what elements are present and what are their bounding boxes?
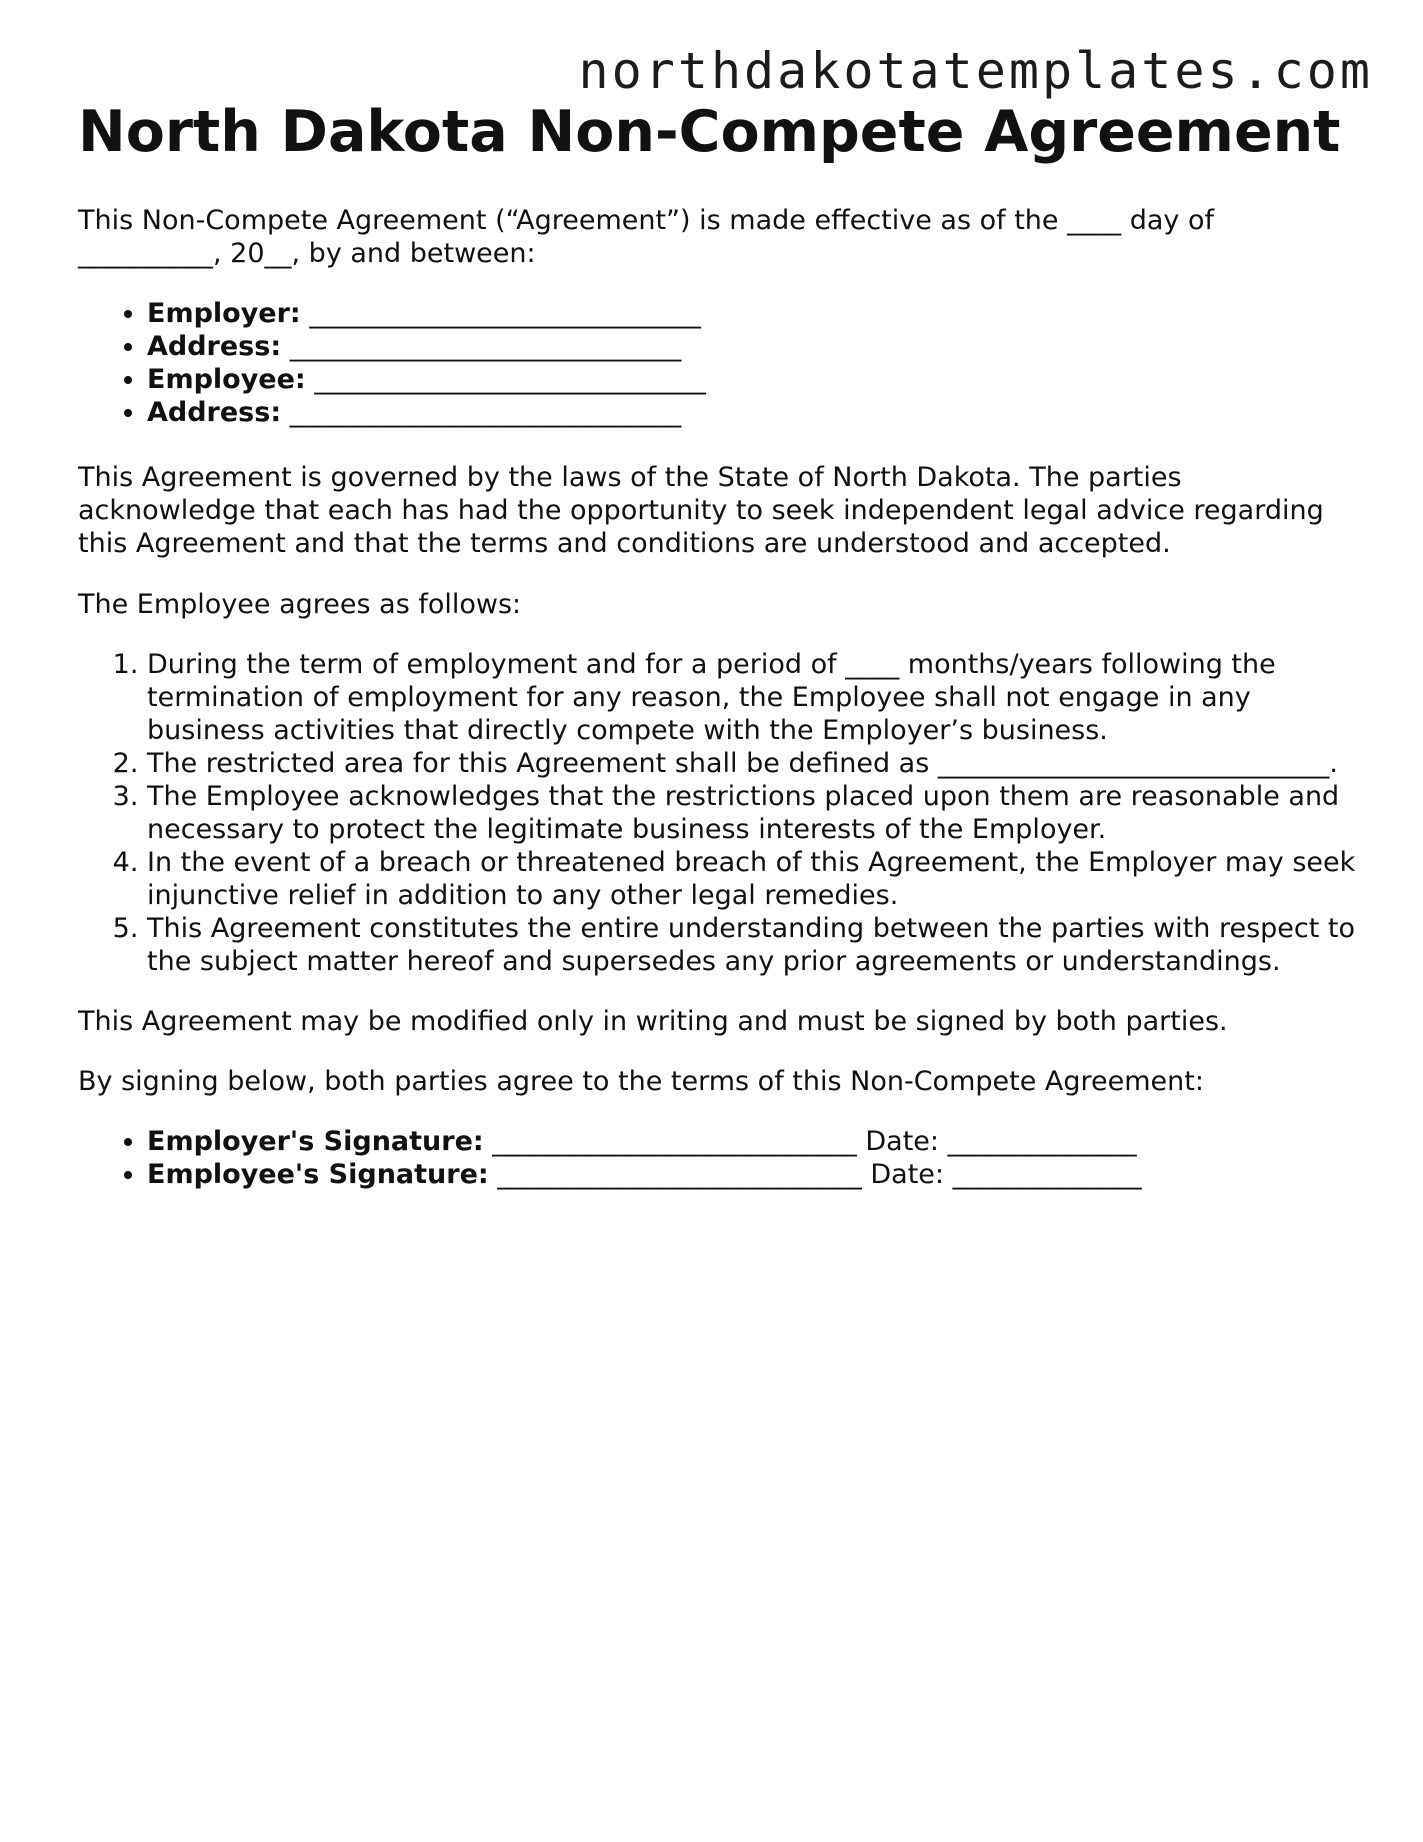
agreement-terms-intro: The Employee agrees as follows: (78, 588, 522, 620)
signature-label: Employee's Signature: (147, 1158, 489, 1190)
document-page (78, 100, 1358, 1191)
term-item: 2. The restricted area for this Agreement shall be defined as _____________________________. (147, 747, 1358, 780)
signatures-list (78, 1125, 1358, 1191)
signature-date-blanks: ___________________________ Date: ______________ (497, 1158, 1142, 1190)
party-label: Employer: (147, 297, 301, 329)
document-title: North Dakota Non-Compete Agreement (78, 99, 1341, 165)
party-employer-item (147, 297, 1358, 330)
term-item: 5. This Agreement constitutes the entire understanding between the parties with respect to the subject matter hereof and supersedes any prior agreements or understandings. (147, 912, 1358, 978)
party-blank: _____________________________ (314, 363, 706, 395)
term-item: 1. During the term of employment and for a period of ____ months/years following the termination of employment for any reason, the Employee shall not engage in any business activities that directly compete with the Employer’s business. (147, 648, 1358, 747)
term-item: 4. In the event of a breach or threatened breach of this Agreement, the Employer may seek injunctive relief in addition to any other legal remedies. (147, 846, 1358, 912)
party-address-item (147, 330, 1358, 363)
intro-paragraph: This Non-Compete Agreement (“Agreement”) is made effective as of the ____ day of __________, 20__, by and between: (78, 204, 1214, 269)
party-employee-item (147, 363, 1358, 396)
party-label: Address: (147, 396, 282, 428)
signature-label: Employer's Signature: (147, 1125, 484, 1157)
signing-intro: By signing below, both parties agree to the terms of this Non-Compete Agreement: (78, 1065, 1204, 1097)
employee-signature-line (147, 1158, 1358, 1191)
party-blank: _____________________________ (289, 330, 682, 362)
party-label: Address: (147, 330, 282, 362)
site-watermark: northdakotatemplates.com (578, 42, 1373, 100)
governing-law-paragraph: This Agreement is governed by the laws of the State of North Dakota. The parties acknowledge that each has had the opportunity to seek independent legal advice regarding this Agreement and that the terms and conditions are understood and accepted. (78, 461, 1324, 559)
term-item: 3. The Employee acknowledges that the restrictions placed upon them are reasonable and necessary to protect the legitimate business interests of the Employer. (147, 780, 1358, 846)
signature-date-blanks: ___________________________ Date: ______________ (492, 1125, 1137, 1157)
party-label: Employee: (147, 363, 306, 395)
party-address-item (147, 396, 1358, 429)
party-blank: _____________________________ (309, 297, 701, 329)
terms-list (78, 648, 1358, 978)
party-blank: _____________________________ (289, 396, 682, 428)
modification-paragraph: This Agreement may be modified only in writing and must be signed by both parties. (78, 1005, 1228, 1037)
employer-signature-line (147, 1125, 1358, 1158)
parties-list (78, 297, 1358, 429)
